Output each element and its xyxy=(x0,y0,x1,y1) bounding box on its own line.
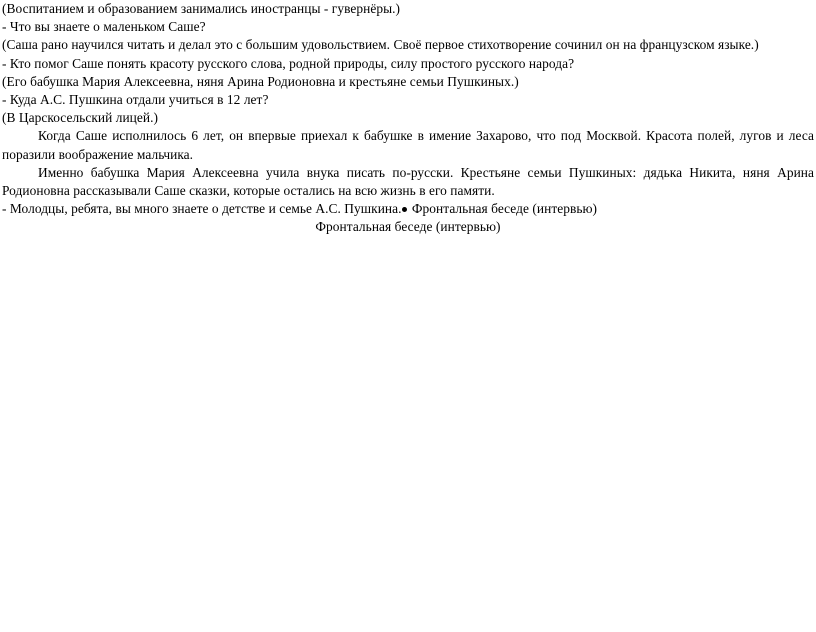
document-body xyxy=(2,0,814,237)
answer-line: (Саша рано научился читать и делал это с большим удовольствием. Своё первое стихотворение сочинил он на французском языке.) xyxy=(2,37,759,53)
bullet-label: Фронтальная беседе (интервью) xyxy=(411,201,598,217)
paragraph: Когда Саше исполнилось 6 лет, он впервые приехал к бабушке в имение Захарово, что под Москвой. Красота полей, лугов и леса поразили воображение мальчика. xyxy=(2,128,814,162)
closing-line xyxy=(2,200,814,218)
paragraph: Именно бабушка Мария Алексеевна учила внука писать по-русски. Крестьяне семьи Пушкиных: дядька Никита, няня Арина Родионовна рассказывали Саше сказки, которые остались на всю жизнь в его памяти. xyxy=(2,164,814,199)
bullet-icon xyxy=(402,207,407,212)
question-line: - Что вы знаете о маленьком Саше? xyxy=(2,19,206,35)
question-line: - Куда А.С. Пушкина отдали учиться в 12 лет? xyxy=(2,92,269,108)
text-line: (Воспитанием и образованием занимались иностранцы - гувернёры.) xyxy=(2,1,401,16)
closing-text: - Молодцы, ребята, вы много знаете о детстве и семье А.С. Пушкина. xyxy=(2,201,402,217)
answer-line: (Его бабушка Мария Алексеевна, няня Арина Родионовна и крестьяне семьи Пушкиных.) xyxy=(2,73,519,89)
answer-line: (В Царскосельский лицей.) xyxy=(2,110,158,126)
centered-caption: Фронтальная беседе (интервью) xyxy=(315,219,501,235)
question-line: - Кто помог Саше понять красоту русского слова, родной природы, силу простого русского народа? xyxy=(2,55,575,71)
